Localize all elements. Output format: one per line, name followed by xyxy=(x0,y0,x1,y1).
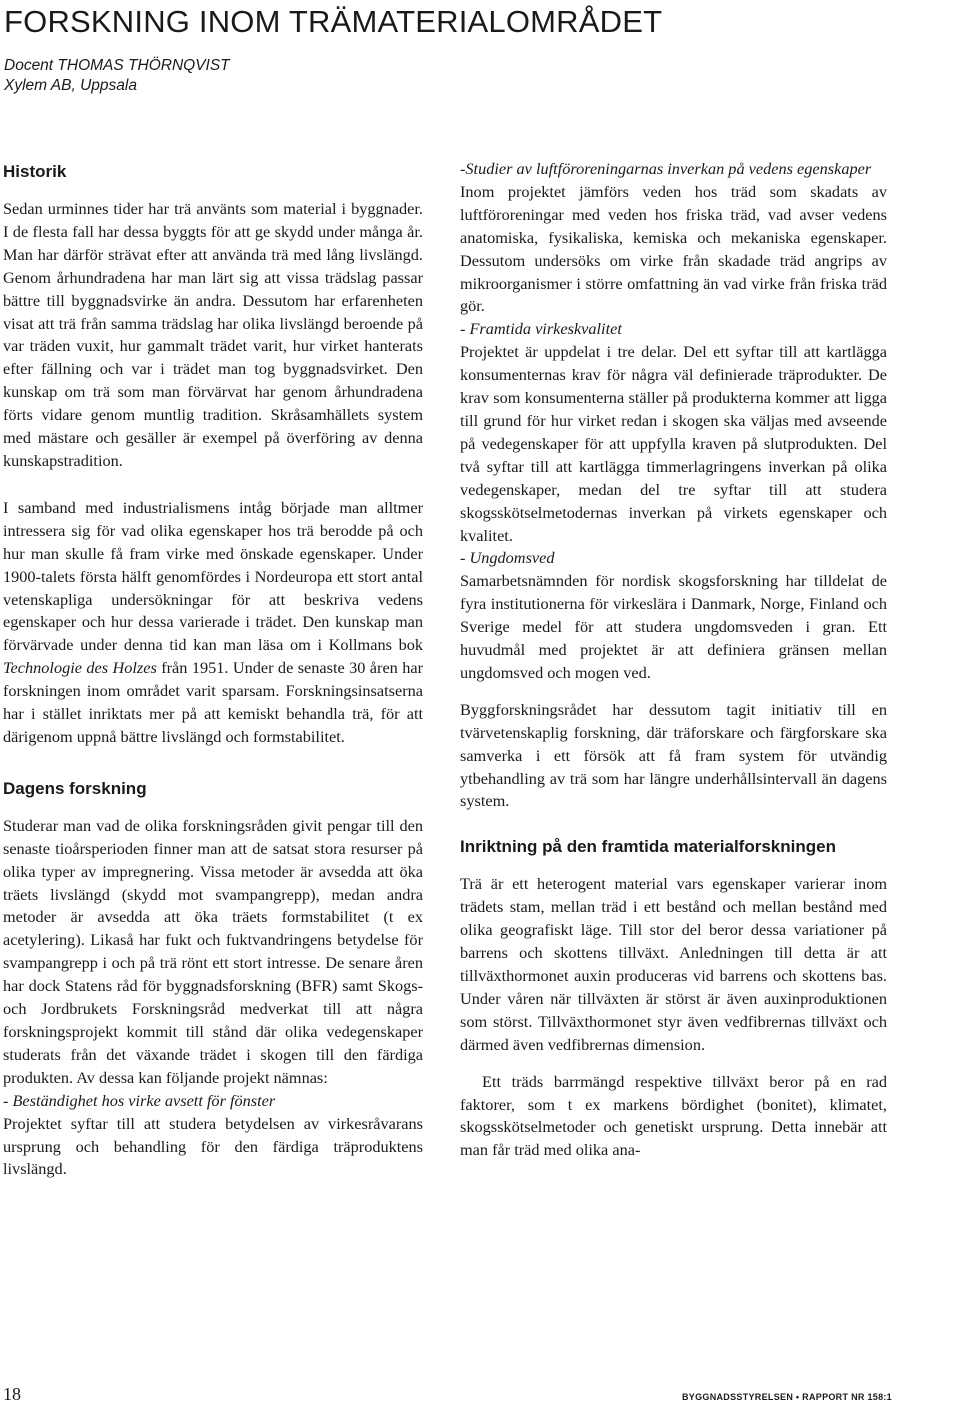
heading-inriktning: Inriktning på den framtida materialforskningen xyxy=(460,837,836,857)
heading-historik: Historik xyxy=(3,162,67,181)
book-title: Technologie des Holzes xyxy=(3,658,157,678)
paragraph-byggforskning: Byggforskningsrådet har dessutom tagit initiativ till en tvärvetenskaplig forskning, där träforskare och färgforskare ska samverka i ett försök att få fram system för utvändig ytbehandling av trä som har längre underhållsintervall än dagens system. xyxy=(460,699,887,811)
author-block xyxy=(4,56,230,96)
project-subheading: - Framtida virkeskvalitet xyxy=(460,319,622,339)
project-subheading: - Ungdomsved xyxy=(460,548,555,568)
paragraph-project-2: Inom projektet jämförs veden hos träd som skadats av luftföroreningar med veden hos friska träd, vad avser vedens anatomiska, fysikaliska, kemiska och mekaniska egenskaper. Dessutom undersöks om virke från skadade träd angrips av mikroorganismer i större omfattning än vad virke från friska träd gör. xyxy=(460,181,887,316)
paragraph-dagens: Studerar man vad de olika forskningsråden givit pengar till den senaste tioårsperioden finner man att de satsat stora resurser på olika typer av impregnering. Vissa metoder är avsedda att öka träets livslängd (skydd mot svampangrepp), medan andra metoder är avsedda att öka träets formstabilitet (t ex acetylering). Likaså har fukt och fuktvandringens betydelse för svampangrepp i och på trä rönt ett stort intresse. De senare åren har dock Statens råd för byggnadsforskning (BFR) samt Skogs- och Jordbrukets Forskningsråd medverkat till att några forskningsprojekt kommit till stånd där olika vedegenskaper studerats från det växande trädet i skogen till den färdiga produkten. Av dessa kan följande projekt nämnas: xyxy=(3,815,423,1087)
paragraph-project-3: Projektet är uppdelat i tre delar. Del ett syftar till att kartlägga konsumenternas krav för några väl definierade träprodukter. De krav som konsumenterna ställer på produkterna kommer att ligga till grund för hur virket redan i skogen ska väljas med avseende på vedegenskaper för att uppfylla kraven på slutprodukten. Del två syftar till att kartlägga timmerlagringens inverkan på olika vedegenskaper, medan del tre syftar till att studera skogsskötselmetodernas inverkan på virkets egenskaper och kvalitet. xyxy=(460,342,887,545)
right-column xyxy=(460,158,887,1162)
paragraph-text: från 1951. Under de senaste 30 åren har forskningen inom området varit sparsam. Forskningsinsatserna har i stället inriktats mer på att kemiskt behandla trä, för att därigenom uppnå bättre livslängd och formstabilitet. xyxy=(3,658,423,746)
publication-footer: BYGGNADSSTYRELSEN • RAPPORT NR 158:1 xyxy=(682,1392,892,1402)
project-subheading: - Beständighet hos virke avsett för fönster xyxy=(3,1090,276,1110)
page-title: FORSKNING INOM TRÄMATERIALOMRÅDET xyxy=(4,4,663,39)
paragraph-project-4: Samarbetsnämnden för nordisk skogsforskning har tilldelat de fyra institutionerna för virkeslära i Danmark, Norge, Finland och Sverige medel för att studera ungdomsveden i gran. Ett huvudmål med projektet är att definiera gränsen mellan ungdomsved och mogen ved. xyxy=(460,571,887,682)
paragraph-historik-2 xyxy=(3,497,423,749)
paragraph-project-1: Projektet syftar till att studera betydelsen av virkesråvarans ursprung och behandling för den färdiga träproduktens livslängd. xyxy=(3,1113,423,1179)
paragraph-inriktning-1: Trä är ett heterogent material vars egenskaper varierar inom trädets stam, mellan träd i ett bestånd och mellan bestånd med olika geografiskt läge. Till stor del beror dessa variationer på barrens och skottens tillväxt. Anledningen till detta är att tillväxthormonet auxin produceras vid barrens och skottens bas. Under våren när tillväxten är störst är även auxinproduktionen som störst. Tillväxthormonet styr även vedfibrernas tillväxt och därmed även vedfibrernas dimension. xyxy=(460,874,887,1054)
author-name: Docent THOMAS THÖRNQVIST xyxy=(4,57,230,74)
page-number: 18 xyxy=(3,1384,21,1404)
paragraph-historik-1: Sedan urminnes tider har trä använts som material i byggnader. I de flesta fall har dessa byggts för att ge skydd under många år. Man har därför strävat efter att använda trä med lång livslängd. Genom århundradena har man lärt sig att vissa trädslag passar bättre till byggnadsvirke än andra. Dessutom har erfarenheten visat att trä från samma trädslag har olika livslängd beroende på var träden vuxit, hur gammalt trädet varit, hur virket hanterats efter fällning och var i trädet man tog byggnadsvirket. Den kunskap om trä som man förvärvat har genom århundradena förts vidare genom muntlig tradition. Skråsamhällets system med mästare och gesäller är exempel på överföring av denna kunskapstradition. xyxy=(3,199,423,470)
project-subheading: -Studier av luftföroreningarnas inverkan på vedens egenskaper xyxy=(460,159,872,178)
paragraph-text: I samband med industrialismens intåg började man alltmer intressera sig för vad olika egenskaper hos trä berodde på och hur man skulle få fram virke med önskade egenskaper. Under 1900-talets första hälft genomfördes i Nordeuropa ett stort antal vetenskapliga undersökningar för att beskriva vedens egenskaper och hur dessa varierade i trädet. Den kunskap man förvärvade under denna tid kan man läsa om i Kollmans bok xyxy=(3,497,423,655)
left-column xyxy=(3,160,423,1181)
paragraph-inriktning-2: Ett träds barrmängd respektive tillväxt beror på en rad faktorer, som t ex markens bördighet (bonitet), klimatet, skogsskötselmetoder och genetiskt ursprung. Detta innebär att man får träd med olika ana- xyxy=(460,1071,887,1160)
heading-dagens-forskning: Dagens forskning xyxy=(3,778,147,798)
author-affiliation: Xylem AB, Uppsala xyxy=(4,77,137,94)
